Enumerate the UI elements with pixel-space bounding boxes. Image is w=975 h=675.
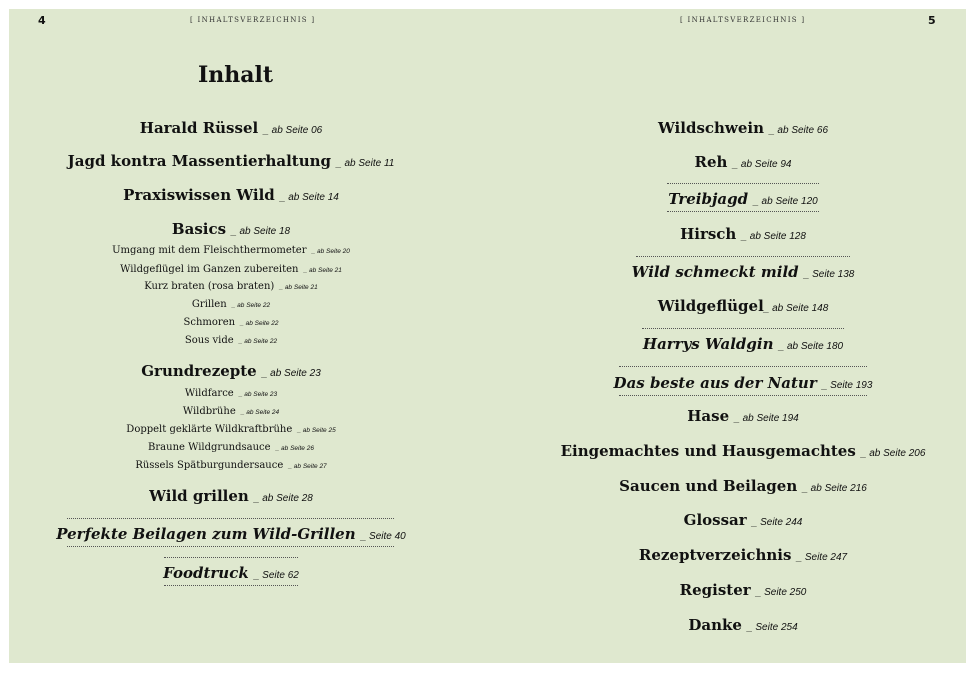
toc-subentry[interactable] xyxy=(112,240,350,256)
entry-title: Register xyxy=(679,581,751,599)
toc-entry-register[interactable] xyxy=(680,582,807,598)
entry-title: Reh xyxy=(694,153,728,171)
entry-page-ref: _ ab Seite 148 xyxy=(763,303,829,314)
toc-entry-das-beste-aus-der-natur[interactable] xyxy=(614,375,873,391)
entry-page-ref: _ ab Seite 216 xyxy=(802,483,867,494)
entry-page-ref: _ ab Seite 194 xyxy=(734,413,799,424)
entry-title: Basics xyxy=(171,220,227,238)
toc-entry-praxiswissen[interactable] xyxy=(123,187,339,203)
entry-page-ref: _ ab Seite 14 xyxy=(279,192,339,203)
running-head-left: [ INHALTSVERZEICHNIS ] xyxy=(190,16,316,24)
entry-title: Rezeptverzeichnis xyxy=(638,546,792,564)
entry-page-ref: _ Seite 250 xyxy=(755,587,807,598)
toc-entry-eingemachtes[interactable] xyxy=(561,443,926,459)
toc-subentry[interactable] xyxy=(148,437,314,453)
dotted-rule xyxy=(619,366,867,367)
page-title: Inhalt xyxy=(198,62,274,88)
entry-page-ref: _ ab Seite 66 xyxy=(769,125,829,136)
entry-title: Treibjagd xyxy=(668,190,749,208)
entry-title: Harald Rüssel xyxy=(139,119,259,137)
running-head-right: [ INHALTSVERZEICHNIS ] xyxy=(680,16,806,24)
dotted-rule xyxy=(667,183,819,184)
entry-title: Perfekte Beilagen zum Wild-Grillen xyxy=(56,525,356,543)
entry-title: Jagd kontra Massentierhaltung xyxy=(67,152,332,170)
entry-title: Wildschwein xyxy=(657,119,764,137)
entry-page-ref: _ Seite 244 xyxy=(751,517,803,528)
entry-title: Foodtruck xyxy=(163,564,249,582)
toc-entry-grundrezepte[interactable] xyxy=(141,363,321,379)
dotted-rule xyxy=(667,211,819,212)
toc-entry-reh[interactable] xyxy=(695,154,792,170)
toc-entry-harrys-waldgin[interactable] xyxy=(643,336,843,352)
toc-entry-treibjagd[interactable] xyxy=(668,191,817,207)
entry-page-ref: _ ab Seite 22 xyxy=(238,338,278,345)
entry-page-ref: _ ab Seite 94 xyxy=(732,159,792,170)
entry-title: Grundrezepte xyxy=(141,362,257,380)
entry-page-ref: _ ab Seite 21 xyxy=(279,284,318,291)
entry-title: Kurz braten (rosa braten) xyxy=(144,281,275,292)
entry-title: Braune Wildgrundsauce xyxy=(148,442,271,453)
toc-entry-wildgefluegel[interactable] xyxy=(658,298,829,314)
entry-page-ref: _ ab Seite 27 xyxy=(288,463,327,470)
entry-page-ref: _ ab Seite 180 xyxy=(778,341,844,352)
dotted-rule xyxy=(67,546,394,547)
toc-entry-wildschwein[interactable] xyxy=(658,120,828,136)
entry-title: Eingemachtes und Hausgemachtes xyxy=(560,442,856,460)
entry-page-ref: _ Seite 193 xyxy=(821,380,873,391)
entry-title: Rüssels Spätburgundersauce xyxy=(135,460,284,471)
entry-page-ref: _ Seite 40 xyxy=(360,531,406,542)
entry-page-ref: _ ab Seite 25 xyxy=(297,427,336,434)
dotted-rule xyxy=(619,395,867,396)
toc-subentry[interactable] xyxy=(126,419,335,435)
toc-subentry[interactable] xyxy=(144,276,317,292)
entry-page-ref: _ ab Seite 22 xyxy=(240,320,279,327)
entry-title: Wild grillen xyxy=(149,487,249,505)
entry-page-ref: _ ab Seite 06 xyxy=(263,125,323,136)
entry-title: Grillen xyxy=(191,299,227,310)
toc-subentry[interactable] xyxy=(120,259,342,275)
entry-title: Danke xyxy=(688,616,742,634)
entry-page-ref: _ ab Seite 23 xyxy=(261,368,321,379)
entry-title: Wild schmeckt mild xyxy=(631,263,799,281)
toc-entry-danke[interactable] xyxy=(688,617,797,633)
toc-entry-hase[interactable] xyxy=(687,408,798,424)
entry-page-ref: _ ab Seite 22 xyxy=(231,302,271,309)
toc-subentry[interactable] xyxy=(185,383,277,399)
entry-page-ref: _ ab Seite 18 xyxy=(231,226,291,237)
entry-page-ref: _ Seite 254 xyxy=(747,622,798,633)
entry-title: Sous vide xyxy=(184,335,234,346)
entry-title: Wildgeflügel im Ganzen zubereiten xyxy=(120,264,299,275)
toc-entry-glossar[interactable] xyxy=(684,512,803,528)
page-number-left: 4 xyxy=(38,14,46,27)
entry-title: Schmoren xyxy=(183,317,236,328)
entry-page-ref: _ Seite 62 xyxy=(253,570,299,581)
dotted-rule xyxy=(642,328,844,329)
entry-page-ref: _ Seite 138 xyxy=(803,269,855,280)
dotted-rule xyxy=(164,557,298,558)
toc-entry-wild-schmeckt-mild[interactable] xyxy=(632,264,855,280)
entry-title: Harrys Waldgin xyxy=(642,335,774,353)
entry-page-ref: _ ab Seite 28 xyxy=(253,493,313,504)
entry-page-ref: _ ab Seite 11 xyxy=(336,158,395,169)
toc-entry-foodtruck[interactable] xyxy=(163,565,299,581)
entry-page-ref: _ ab Seite 24 xyxy=(240,409,280,416)
entry-page-ref: _ Seite 247 xyxy=(796,552,848,563)
entry-title: Umgang mit dem Fleischthermometer xyxy=(112,245,307,256)
toc-subentry[interactable] xyxy=(183,401,279,417)
toc-entry-basics[interactable] xyxy=(172,221,290,237)
entry-page-ref: _ ab Seite 120 xyxy=(753,196,818,207)
entry-title: Saucen und Beilagen xyxy=(619,477,798,495)
entry-title: Wildfarce xyxy=(184,388,234,399)
entry-page-ref: _ ab Seite 23 xyxy=(238,391,278,398)
toc-entry-hirsch[interactable] xyxy=(680,226,806,242)
page-number-right: 5 xyxy=(928,14,936,27)
entry-title: Wildbrühe xyxy=(182,406,236,417)
toc-entry-jagd[interactable] xyxy=(68,153,395,169)
toc-subentry[interactable] xyxy=(135,455,326,471)
toc-entry-perfekte-beilagen[interactable] xyxy=(56,526,406,542)
entry-page-ref: _ ab Seite 21 xyxy=(303,267,342,274)
entry-page-ref: _ ab Seite 20 xyxy=(311,248,350,255)
entry-title: Das beste aus der Natur xyxy=(613,374,817,392)
entry-title: Praxiswissen Wild xyxy=(123,186,275,204)
entry-page-ref: _ ab Seite 206 xyxy=(860,448,926,459)
entry-page-ref: _ ab Seite 128 xyxy=(741,231,806,242)
toc-subentry[interactable] xyxy=(192,294,270,310)
dotted-rule xyxy=(164,585,298,586)
toc-entry-rezeptverzeichnis[interactable] xyxy=(639,547,847,563)
entry-page-ref: _ ab Seite 26 xyxy=(275,445,314,452)
entry-title: Glossar xyxy=(683,511,747,529)
toc-subentry[interactable] xyxy=(185,330,277,346)
toc-entry-harald-ruessel[interactable] xyxy=(140,120,322,136)
dotted-rule xyxy=(636,256,850,257)
toc-entry-saucen-und-beilagen[interactable] xyxy=(619,478,867,494)
toc-entry-wild-grillen[interactable] xyxy=(149,488,313,504)
toc-subentry[interactable] xyxy=(184,312,279,328)
dotted-rule xyxy=(67,518,394,519)
entry-title: Hase xyxy=(687,407,730,425)
entry-title: Hirsch xyxy=(680,225,737,243)
entry-title: Wildgeflügel xyxy=(657,297,764,315)
entry-title: Doppelt geklärte Wildkraftbrühe xyxy=(126,424,293,435)
